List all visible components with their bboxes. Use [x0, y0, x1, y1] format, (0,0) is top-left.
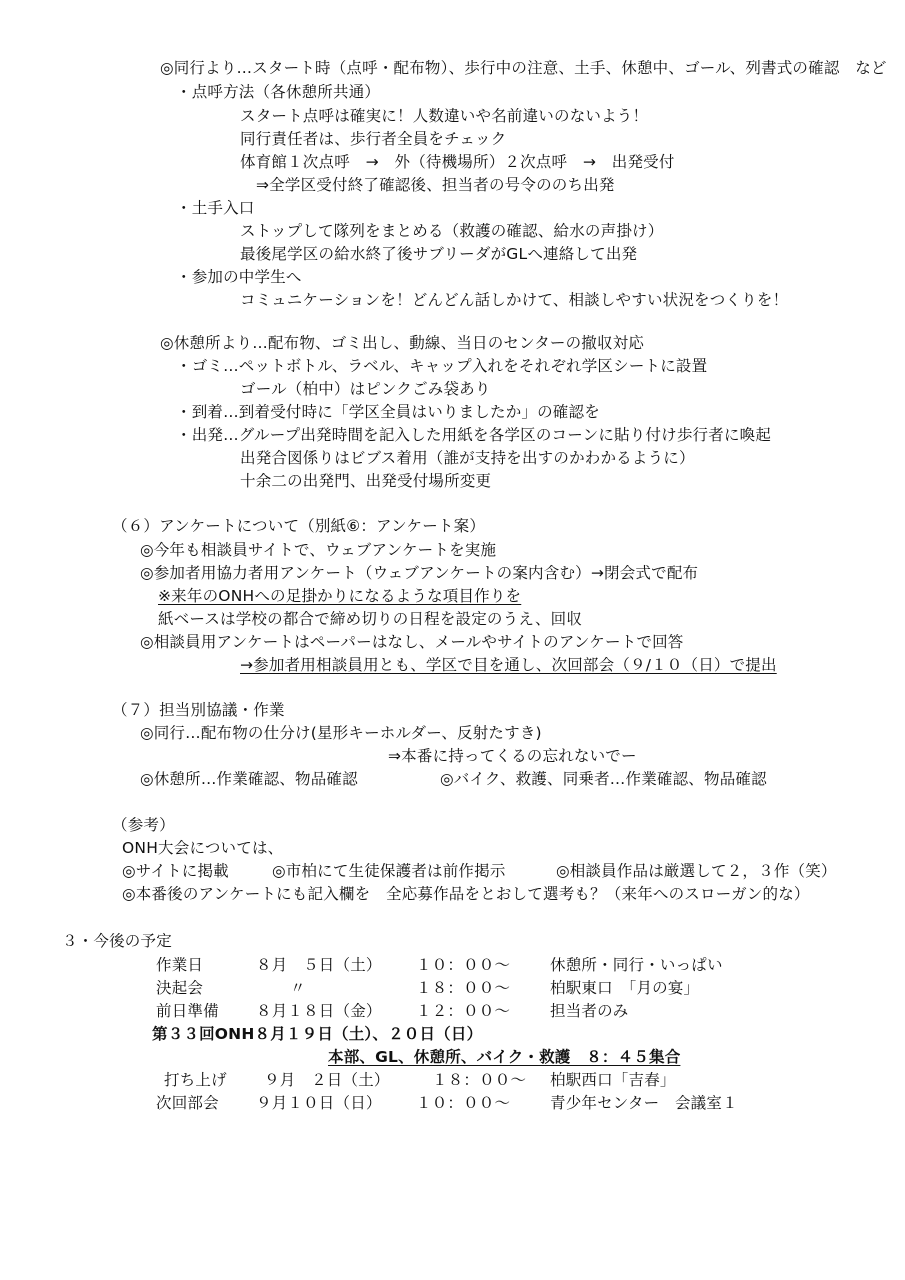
reference-title: （参考） [112, 816, 175, 834]
reference-line-2c: ◎相談員作品は厳選して２，３作（笑） [556, 862, 837, 880]
schedule-next-name: 次回部会 [156, 1094, 219, 1112]
bank-title: ・土手入口 [176, 199, 255, 217]
rollcall-line-2: 同行責任者は、歩行者全員をチェック [240, 130, 507, 148]
schedule-row-date: ８月１８日（金） [256, 1002, 382, 1020]
schedule-event-meeting: 本部、GL、休憩所、バイク・救護 ８：４５集合 [328, 1048, 681, 1066]
jhs-line-1: コミュニケーションを！どんどん話しかけて、相談しやすい状況をつくりを！ [240, 291, 789, 309]
schedule-row-date: 〃 [290, 979, 306, 997]
reference-line-2b: ◎市柏にて生徒保護者は前作掲示 [272, 862, 506, 880]
reference-line-1: ONH大会については、 [122, 839, 284, 857]
schedule-after-place: 柏駅西口「吉春」 [550, 1071, 676, 1089]
trash-line-2: ゴール（柏中）はピンクごみ袋あり [240, 380, 491, 398]
schedule-title: ３・今後の予定 [62, 932, 172, 950]
survey-line-6: →参加者用相談員用とも、学区で目を通し、次回部会（９/１０（日）で提出 [240, 656, 777, 674]
escort-header: ◎同行より…スタート時（点呼・配布物）、歩行中の注意、土手、休憩中、ゴール、列書式の確認 など [160, 59, 887, 77]
trash-line-1: ・ゴミ…ペットボトル、ラベル、キャップ入れをそれぞれ学区シートに設置 [176, 357, 708, 375]
schedule-row-place: 担当者のみ [550, 1002, 629, 1020]
rest-header: ◎休憩所より…配布物、ゴミ出し、動線、当日のセンターの撤収対応 [160, 334, 645, 352]
schedule-row-date: ８月 ５日（土） [256, 956, 382, 974]
schedule-after-name: 打ち上げ [164, 1071, 227, 1089]
rollcall-line-4: ⇒全学区受付終了確認後、担当者の号令ののち出発 [256, 176, 615, 194]
survey-line-4: 紙ベースは学校の都合で締め切りの日程を設定のうえ、回収 [158, 610, 583, 628]
schedule-row-place: 休憩所・同行・いっぱい [550, 956, 723, 974]
schedule-event-title: 第３３回ONH８月１９日（土）、２０日（日） [152, 1025, 483, 1043]
reference-line-2a: ◎サイトに掲載 [122, 862, 229, 880]
schedule-next-date: ９月１０日（日） [256, 1094, 382, 1112]
rollcall-title: ・点呼方法（各休憩所共通） [176, 83, 381, 101]
survey-line-5: ◎相談員用アンケートはペーパーはなし、メールやサイトのアンケートで回答 [140, 633, 684, 651]
tasks-line-1: ◎同行…配布物の仕分け(星形キーホルダー、反射たすき) [140, 724, 542, 742]
tasks-line-3a: ◎休憩所…作業確認、物品確認 [140, 770, 358, 788]
schedule-after-time: １８：００～ [432, 1071, 527, 1089]
tasks-line-3b: ◎バイク、救護、同乗者…作業確認、物品確認 [440, 770, 767, 788]
arrival-line: ・到着…到着受付時に「学区全員はいりましたか」の確認を [176, 403, 600, 421]
schedule-row-time: １２：００～ [416, 1002, 511, 1020]
schedule-row-time: １８：００～ [416, 979, 511, 997]
schedule-next-place: 青少年センター 会議室１ [550, 1094, 738, 1112]
depart-line-3: 十余二の出発門、出発受付場所変更 [240, 472, 492, 490]
survey-title: （６）アンケートについて（別紙⑥：アンケート案） [112, 517, 486, 535]
jhs-title: ・参加の中学生へ [176, 268, 302, 286]
survey-line-3: ※来年のONHへの足掛かりになるような項目作りを [158, 587, 522, 605]
bank-line-2: 最後尾学区の給水終了後サブリーダがGLへ連絡して出発 [240, 245, 638, 263]
survey-line-1: ◎今年も相談員サイトで、ウェブアンケートを実施 [140, 541, 497, 559]
reference-line-3: ◎本番後のアンケートにも記入欄を 全応募作品をとおして選考も？（来年へのスローガン的な） [122, 885, 810, 903]
rollcall-line-3: 体育館１次点呼 → 外（待機場所）２次点呼 → 出発受付 [240, 153, 675, 171]
depart-line-2: 出発合図係りはビブス着用（誰が支持を出すのかわかるように） [240, 449, 695, 467]
schedule-row-name: 前日準備 [156, 1002, 219, 1020]
schedule-row-time: １０：００～ [416, 956, 511, 974]
bank-line-1: ストップして隊列をまとめる（救護の確認、給水の声掛け） [240, 222, 664, 240]
survey-line-2: ◎参加者用協力者用アンケート（ウェブアンケートの案内含む）→閉会式で配布 [140, 564, 699, 582]
tasks-title: （７）担当別協議・作業 [112, 701, 285, 719]
schedule-row-place: 柏駅東口 「月の宴」 [550, 979, 700, 997]
tasks-line-2: ⇒本番に持ってくるの忘れないでー [388, 747, 637, 765]
rollcall-line-1: スタート点呼は確実に！人数違いや名前違いのないよう！ [240, 107, 649, 125]
schedule-row-name: 決起会 [156, 979, 204, 997]
depart-line-1: ・出発…グループ出発時間を記入した用紙を各学区のコーンに貼り付け歩行者に喚起 [176, 426, 772, 444]
schedule-next-time: １０：００～ [416, 1094, 511, 1112]
schedule-after-date: ９月 ２日（土） [264, 1071, 390, 1089]
schedule-row-name: 作業日 [156, 956, 204, 974]
